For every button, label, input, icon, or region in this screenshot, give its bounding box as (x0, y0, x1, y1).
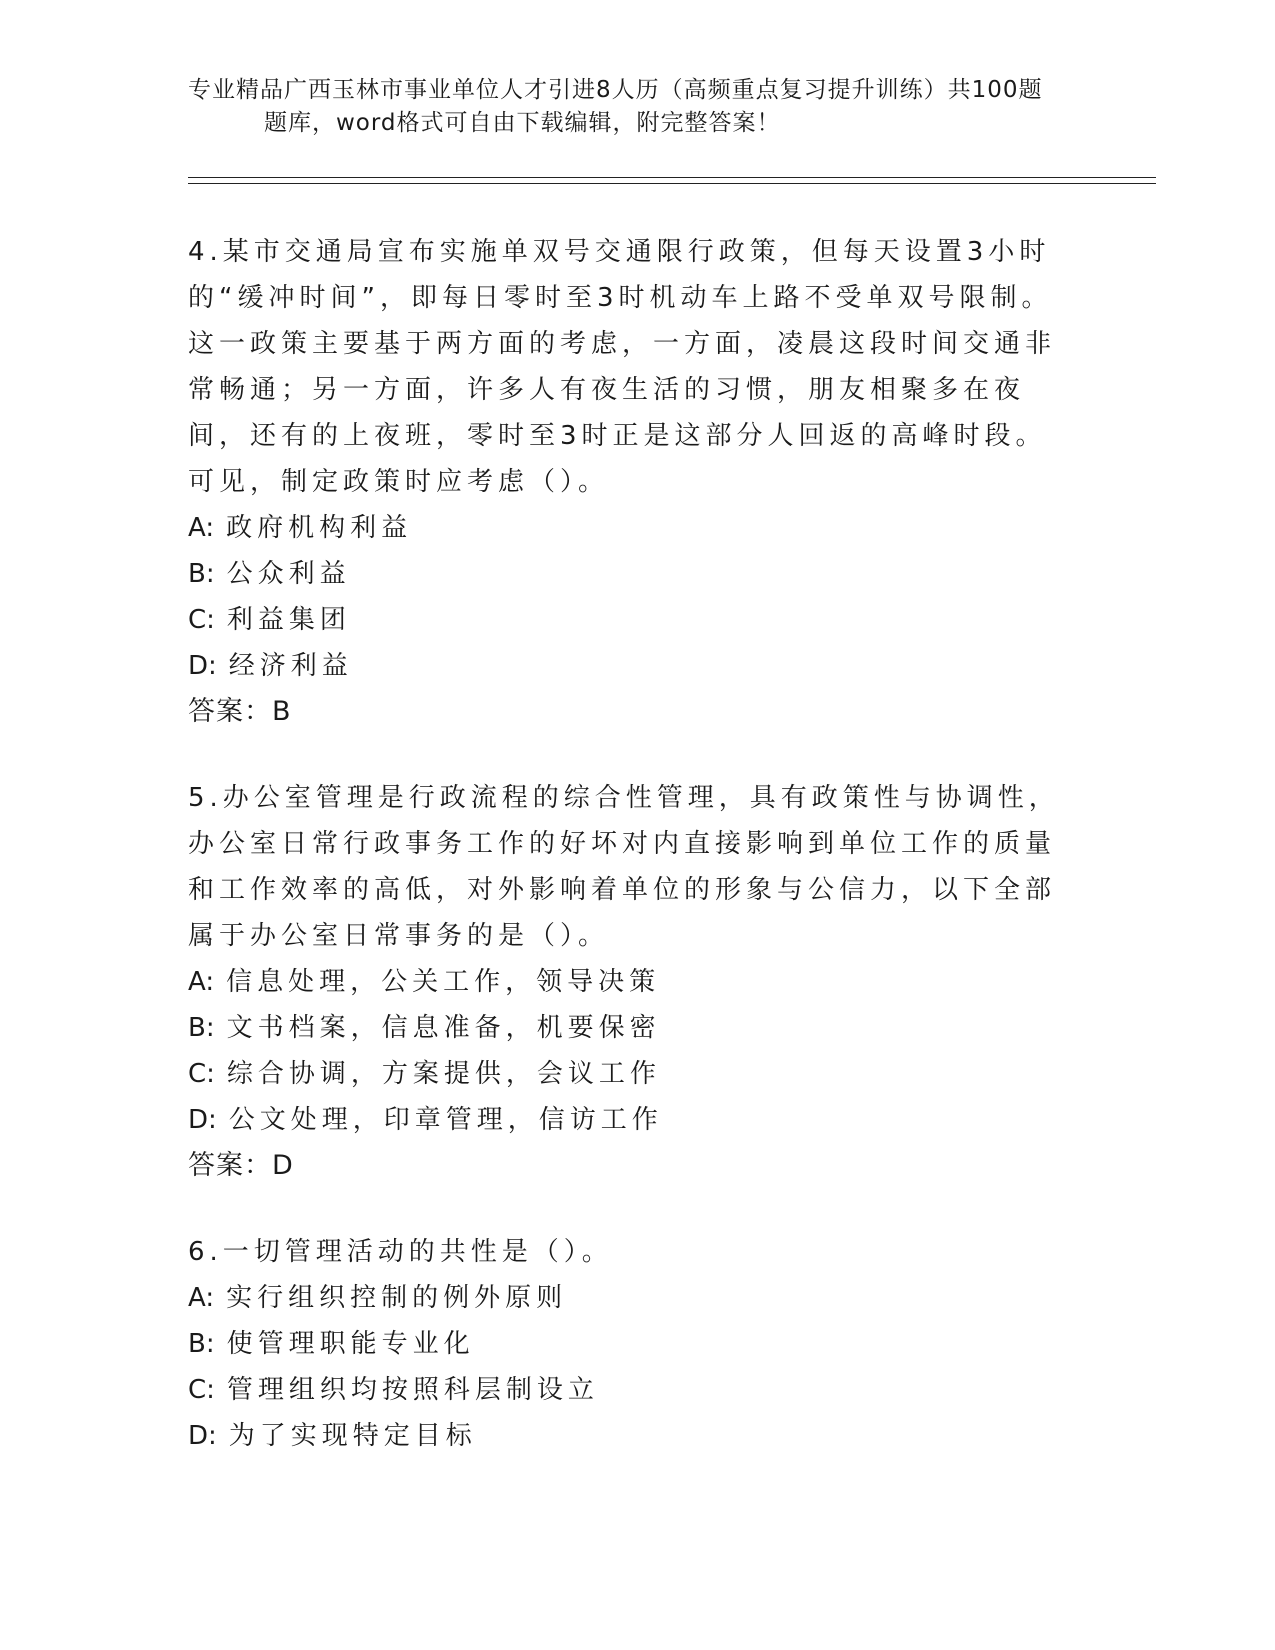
question-block-6 (188, 1229, 1068, 1459)
header-title-line-1: 专业精品广西玉林市事业单位人才引进8人历（高频重点复习提升训练）共100题 (188, 77, 1043, 103)
option-letter: D: (188, 651, 217, 681)
option-letter: A: (188, 967, 215, 997)
option-letter: A: (188, 1283, 215, 1313)
question-text: 5.办公室管理是行政流程的综合性管理，具有政策性与协调性，办公室日常行政事务工作的好坏对内直接影响到单位工作的质量和工作效率的高低，对外影响着单位的形象与公信力，以下全部属于办公室日常事务的是（）。 (188, 783, 1060, 951)
option-letter: C: (188, 1059, 215, 1089)
option-a (188, 505, 1068, 551)
question-block-4 (188, 229, 1068, 735)
option-d (188, 1413, 1068, 1459)
option-letter: C: (188, 605, 215, 635)
question-text: 4.某市交通局宣布实施单双号交通限行政策，但每天设置3小时的“缓冲时间”，即每日零时至3时机动车上路不受单双号限制。这一政策主要基于两方面的考虑，一方面，凌晨这段时间交通非常畅通；另一方面，许多人有夜生活的习惯，朋友相聚多在夜间，还有的上夜班，零时至3时正是这部分人回返的高峰时段。可见，制定政策时应考虑（）。 (188, 237, 1057, 497)
option-letter: B: (188, 1329, 215, 1359)
option-text: 管理组织均按照科层制设立 (226, 1375, 599, 1405)
option-text: 公文处理，印章管理，信访工作 (228, 1105, 663, 1135)
option-d (188, 1097, 1068, 1143)
option-letter: B: (188, 559, 215, 589)
option-text: 实行组织控制的例外原则 (226, 1283, 568, 1313)
option-letter: C: (188, 1375, 215, 1405)
question-text: 6.一切管理活动的共性是（）。 (188, 1237, 613, 1267)
answer-line: 答案：D (188, 1150, 294, 1181)
option-b (188, 551, 1068, 597)
option-c (188, 1051, 1068, 1097)
option-text: 政府机构利益 (226, 513, 413, 543)
question-list (188, 229, 1068, 1499)
header-divider-top (188, 177, 1156, 178)
option-text: 利益集团 (226, 605, 351, 635)
option-text: 信息处理，公关工作，领导决策 (226, 967, 661, 997)
option-b (188, 1005, 1068, 1051)
option-text: 经济利益 (228, 651, 353, 681)
option-c (188, 1367, 1068, 1413)
option-letter: D: (188, 1105, 217, 1135)
option-letter: B: (188, 1013, 215, 1043)
header-divider-bottom (188, 183, 1156, 184)
option-letter: D: (188, 1421, 217, 1451)
option-text: 文书档案，信息准备，机要保密 (226, 1013, 661, 1043)
document-header (188, 74, 1108, 140)
answer-line: 答案：B (188, 696, 292, 727)
option-text: 使管理职能专业化 (226, 1329, 475, 1359)
option-text: 为了实现特定目标 (228, 1421, 477, 1451)
option-a (188, 959, 1068, 1005)
option-a (188, 1275, 1068, 1321)
option-text: 公众利益 (226, 559, 351, 589)
option-text: 综合协调，方案提供，会议工作 (226, 1059, 661, 1089)
question-block-5 (188, 775, 1068, 1189)
header-title-line-2: 题库，word格式可自由下载编辑，附完整答案！ (264, 110, 781, 136)
option-letter: A: (188, 513, 215, 543)
option-d (188, 643, 1068, 689)
option-b (188, 1321, 1068, 1367)
option-c (188, 597, 1068, 643)
